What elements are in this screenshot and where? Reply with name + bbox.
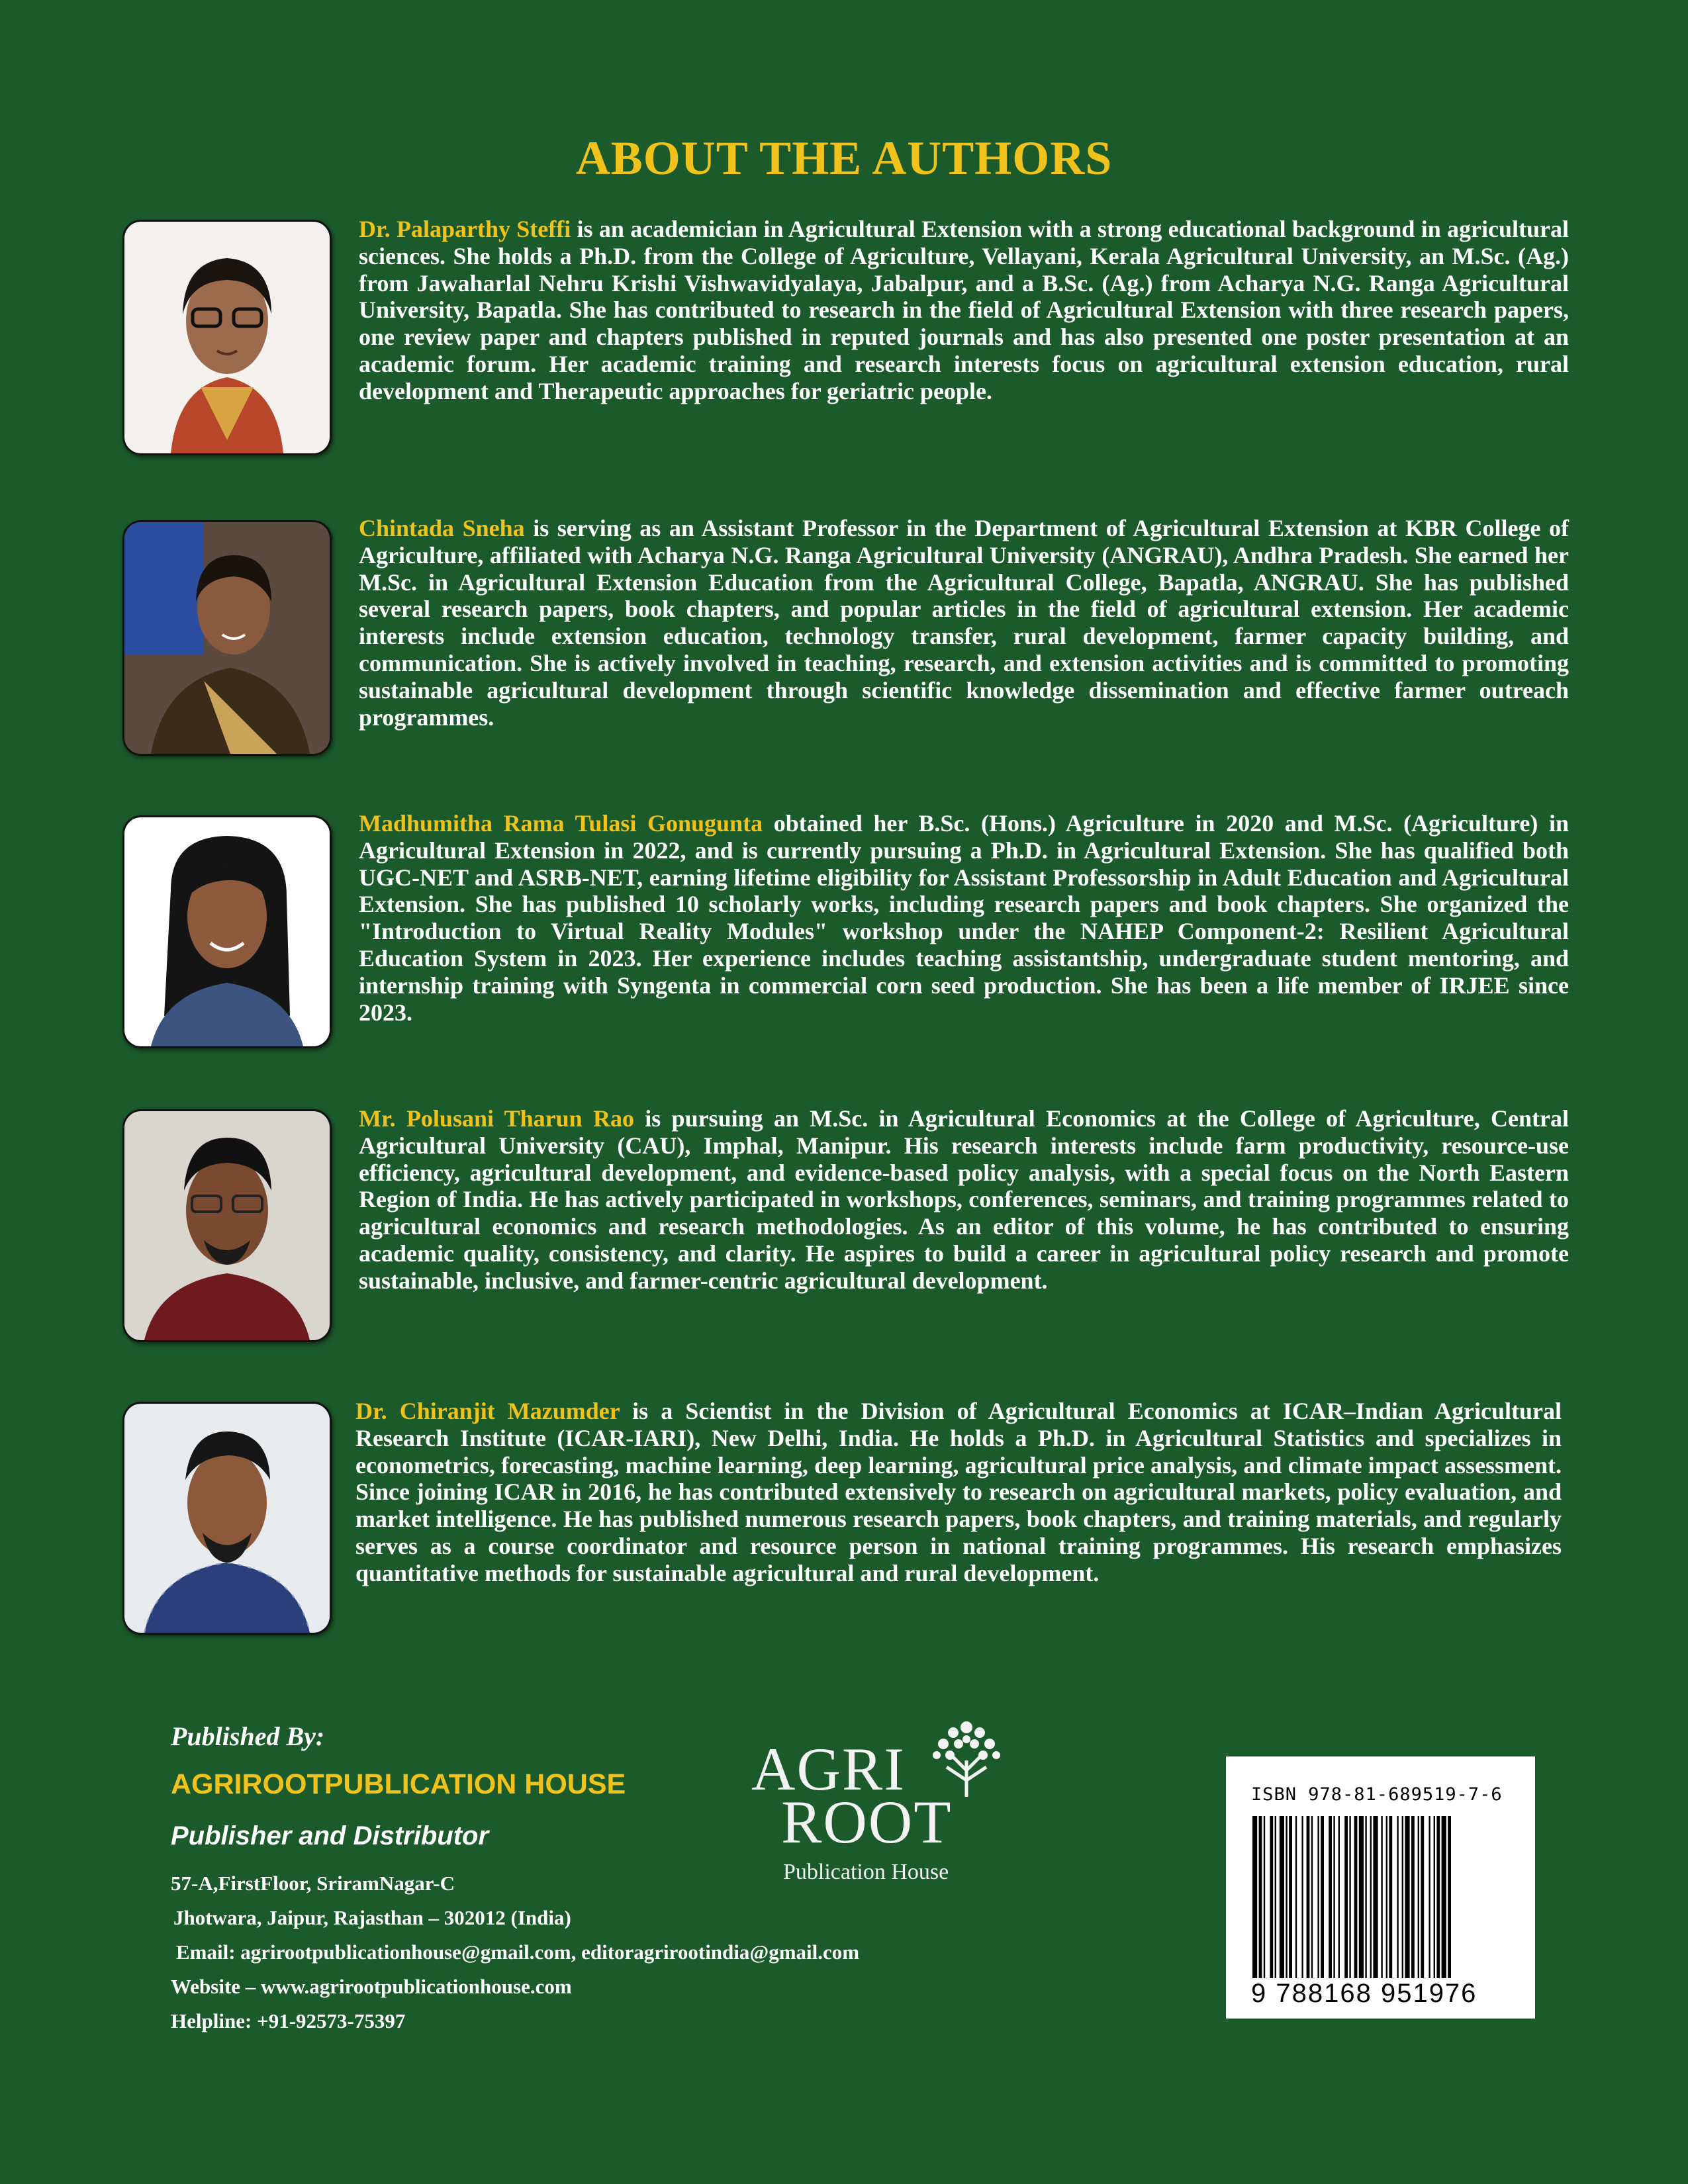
publisher-role: Publisher and Distributor bbox=[171, 1821, 489, 1850]
barcode-bar bbox=[1349, 1816, 1350, 1978]
barcode-bar bbox=[1386, 1816, 1387, 1978]
barcode-bar bbox=[1289, 1816, 1292, 1978]
author-name: Mr. Polusani Tharun Rao bbox=[359, 1105, 634, 1132]
author-name: Chintada Sneha bbox=[359, 515, 525, 541]
author-bio bbox=[359, 216, 1569, 405]
author-bio-text: is a Scientist in the Division of Agricultural Economics at ICAR–Indian Agricultural Research Institute (ICAR-IARI), New Delhi, India. He holds a Ph.D. in Agricultural Statistics and specializes in econometrics, forecasting, machine learning, deep learning, agricultural price analysis, and climate impact assessment. Since joining ICAR in 2016, he has contributed extensively to research on agricultural markets, policy evaluation, and market intelligence. He has published numerous research papers, book chapters, and training materials, and regularly serves as a course coordinator and resource person in national training programmes. His research emphasizes quantitative methods for sustainable agricultural and rural development. bbox=[355, 1398, 1562, 1586]
barcode-bar bbox=[1421, 1816, 1424, 1978]
barcode-bar bbox=[1373, 1816, 1378, 1978]
author-name: Dr. Palaparthy Steffi bbox=[359, 216, 571, 242]
published-by-label: Published By: bbox=[171, 1721, 325, 1751]
barcode-bar bbox=[1275, 1816, 1276, 1978]
barcode-bar bbox=[1389, 1816, 1392, 1978]
barcode-bar bbox=[1397, 1816, 1398, 1978]
barcode-bar bbox=[1436, 1816, 1440, 1978]
publisher-address-line1: 57-A,FirstFloor, SriramNagar-C bbox=[171, 1872, 455, 1895]
isbn-barcode-box bbox=[1226, 1756, 1535, 2019]
barcode-bar bbox=[1442, 1816, 1446, 1978]
barcode-bar bbox=[1333, 1816, 1335, 1978]
barcode-bar bbox=[1418, 1816, 1419, 1978]
author-photo bbox=[122, 1109, 332, 1342]
logo-text-agri: AGRI bbox=[751, 1735, 906, 1803]
author-photo bbox=[122, 1402, 332, 1635]
barcode-bar bbox=[1402, 1816, 1403, 1978]
barcode-bar bbox=[1329, 1816, 1332, 1978]
barcode-bar bbox=[1448, 1816, 1451, 1978]
barcode-bar bbox=[1280, 1816, 1284, 1978]
author-bio-text: is serving as an Assistant Professor in the Department of Agricultural Extension at KBR College of Agriculture, affiliated with Acharya N.G. Ranga Agricultural University (ANGRAU), Andhra Pradesh. She earned her M.Sc. in Agricultural Extension Education from the Agricultural College, Bapatla, ANGRAU. She has published several research papers, book chapters, and popular articles in the field of agricultural extension. Her academic interests include extension education, technology transfer, rural development, farmer capacity building, and communication. She is actively involved in teaching, research, and extension activities and is committed to promoting sustainable agricultural development through scientific knowledge dissemination and effective farmer outreach programmes. bbox=[359, 515, 1569, 731]
publisher-helpline: Helpline: +91-92573-75397 bbox=[171, 2009, 406, 2032]
barcode-bar bbox=[1301, 1816, 1303, 1978]
barcode-bar bbox=[1295, 1816, 1297, 1978]
author-bio-text: is pursuing an M.Sc. in Agricultural Economics at the College of Agriculture, Central Agricultural University (CAU), Imphal, Manipur. His research interests include farm productivity, resource-use efficiency, agricultural development, and evidence-based policy analysis, with a special focus on the North Eastern Region of India. He has actively participated in workshops, conferences, seminars, and training programmes related to agricultural economics and research methodologies. As an editor of this volume, he has contributed to ensuring academic quality, consistency, and clarity. He aspires to build a career in agricultural policy research and promote sustainable, inclusive, and farmer-centric agricultural development. bbox=[359, 1105, 1569, 1294]
barcode-bar bbox=[1259, 1816, 1262, 1978]
barcode-bar bbox=[1264, 1816, 1265, 1978]
author-name: Dr. Chiranjit Mazumder bbox=[355, 1398, 620, 1424]
author-bio-text: is an academician in Agricultural Extension with a strong educational background in agricultural sciences. She holds a Ph.D. from the College of Agriculture, Vellayani, Kerala Agricultural University, an M.Sc. (Ag.) from Jawaharlal Nehru Krishi Vishwavidyalaya, Jabalpur, and a B.Sc. (Ag.) from Acharya N.G. Ranga Agricultural University, Bapatla. She has contributed to research in the field of Agricultural Extension with three research papers, one review paper and chapters published in reputed journals and has also presented one poster presentation at an academic forum. Her academic training and research interests focus on agricultural extension education, rural development and Therapeutic approaches for geriatric people. bbox=[359, 216, 1570, 404]
author-name: Madhumitha Rama Tulasi Gonugunta bbox=[359, 810, 763, 837]
publisher-logo bbox=[751, 1714, 1003, 1893]
author-bio bbox=[359, 515, 1569, 731]
isbn-digits: 9 788168 951976 bbox=[1251, 1979, 1477, 2008]
barcode-bar bbox=[1321, 1816, 1324, 1978]
barcode-bar bbox=[1411, 1816, 1415, 1978]
barcode-bar bbox=[1338, 1816, 1340, 1978]
barcode-bar bbox=[1359, 1816, 1364, 1978]
publisher-name: AGRIROOTPUBLICATION HOUSE bbox=[171, 1768, 626, 1800]
barcode-bar bbox=[1370, 1816, 1372, 1978]
barcode-bar bbox=[1252, 1816, 1257, 1978]
barcode-bar bbox=[1317, 1816, 1319, 1978]
logo-text-root: ROOT bbox=[781, 1788, 953, 1856]
publisher-address-line2: Jhotwara, Jaipur, Rajasthan – 302012 (India) bbox=[173, 1906, 571, 1929]
author-bio-text: obtained her B.Sc. (Hons.) Agriculture in 2020 and M.Sc. (Agriculture) in Agricultural Extension in 2022, and is currently pursuing a Ph.D. in Agricultural Extension. She has qualified both UGC-NET and ASRB-NET, earning lifetime eligibility for Assistant Professorship in Adult Education and Agricultural Extension. She has published 10 scholarly works, including research papers and book chapters. She organized the "Introduction to Virtual Reality Modules" workshop under the NAHEP Component-2: Resilient Agricultural Education System in 2023. Her experience includes teaching assistantship, undergraduate student mentoring, and internship training with Syngenta in commercial corn seed production. She has been a life member of IRJEE since 2023. bbox=[359, 810, 1569, 1026]
publisher-email: Email: agrirootpublicationhouse@gmail.com, editoragrirootindia@gmail.com bbox=[176, 1940, 860, 1964]
barcode-bar bbox=[1344, 1816, 1348, 1978]
page-title: ABOUT THE AUTHORS bbox=[575, 132, 1113, 185]
barcode-bar bbox=[1365, 1816, 1366, 1978]
isbn-label: ISBN 978-81-689519-7-6 bbox=[1251, 1784, 1503, 1805]
barcode-bar bbox=[1286, 1816, 1287, 1978]
author-bio bbox=[359, 810, 1569, 1026]
barcode-icon bbox=[1252, 1816, 1511, 1978]
barcode-bar bbox=[1307, 1816, 1310, 1978]
author-photo bbox=[122, 815, 332, 1048]
barcode-bar bbox=[1405, 1816, 1409, 1978]
author-photo bbox=[122, 220, 332, 455]
author-bio bbox=[355, 1398, 1562, 1587]
barcode-bar bbox=[1354, 1816, 1358, 1978]
barcode-bar bbox=[1381, 1816, 1382, 1978]
barcode-bar bbox=[1429, 1816, 1430, 1978]
barcode-bar bbox=[1434, 1816, 1435, 1978]
barcode-bar bbox=[1311, 1816, 1313, 1978]
publisher-website: Website – www.agrirootpublicationhouse.com bbox=[171, 1975, 572, 1998]
author-bio bbox=[359, 1105, 1569, 1295]
barcode-bar bbox=[1270, 1816, 1273, 1978]
tree-icon bbox=[927, 1714, 1006, 1800]
author-photo bbox=[122, 520, 332, 756]
logo-text-publication-house: Publication House bbox=[783, 1860, 949, 1884]
